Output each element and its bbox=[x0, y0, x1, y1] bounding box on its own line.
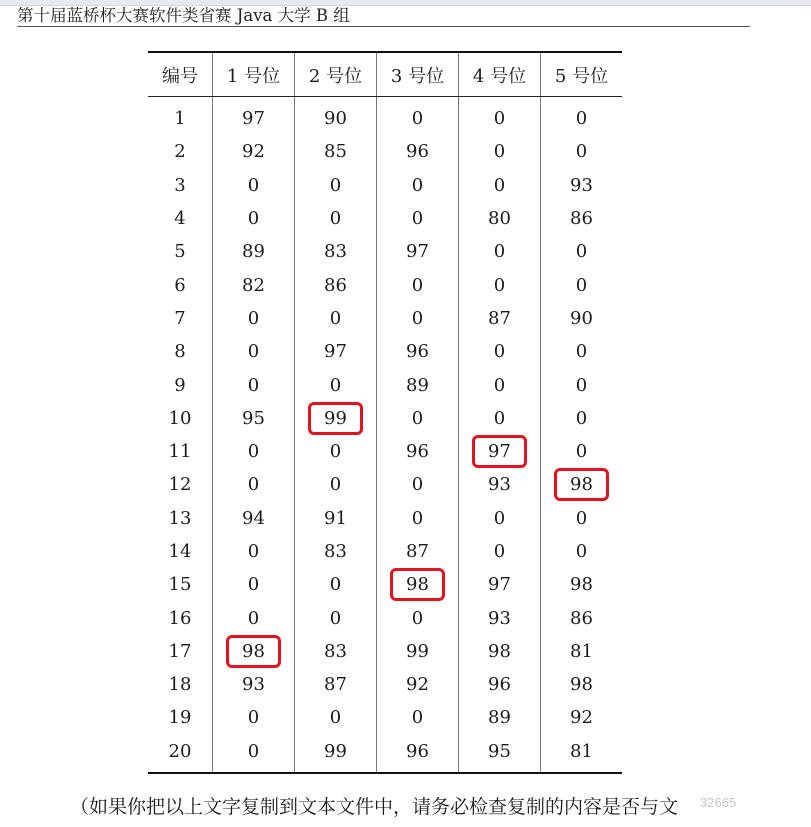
table-cell-position-5: 0 bbox=[541, 402, 623, 435]
table-cell-position-5: 0 bbox=[541, 335, 623, 368]
watermark-text: 32665 bbox=[700, 795, 737, 810]
highlight-box: 98 bbox=[554, 468, 609, 501]
table-cell-position-3: 87 bbox=[377, 535, 459, 568]
table-cell-position-5: 0 bbox=[541, 502, 623, 535]
column-header-position-2: 2 号位 bbox=[295, 52, 377, 97]
table-row bbox=[148, 368, 622, 401]
table-cell-position-4 bbox=[459, 435, 541, 468]
table-cell-id: 12 bbox=[168, 474, 192, 496]
table-cell-position-4: 0 bbox=[459, 97, 541, 136]
table-cell-id: 2 bbox=[174, 141, 186, 163]
table-cell-position-5: 93 bbox=[541, 169, 623, 202]
table-cell-position-5: 81 bbox=[541, 635, 623, 668]
table-cell-position-4: 95 bbox=[459, 735, 541, 773]
table-cell-position-3: 89 bbox=[377, 368, 459, 401]
table-row bbox=[148, 202, 622, 235]
table-cell-id: 13 bbox=[168, 507, 192, 529]
table-cell-position-3: 97 bbox=[377, 235, 459, 268]
table-cell-position-4: 0 bbox=[459, 535, 541, 568]
table-cell-position-2: 0 bbox=[295, 368, 377, 401]
table-cell-position-5: 0 bbox=[541, 235, 623, 268]
table-row bbox=[148, 402, 622, 435]
table-cell-position-2: 85 bbox=[295, 135, 377, 168]
table-cell-position-3: 0 bbox=[377, 402, 459, 435]
table-cell-id: 6 bbox=[174, 274, 186, 296]
table-cell-position-3: 96 bbox=[377, 435, 459, 468]
table-cell-position-3: 0 bbox=[377, 502, 459, 535]
table-cell-position-4: 93 bbox=[459, 468, 541, 501]
table-row bbox=[148, 701, 622, 734]
table-cell-position-2: 87 bbox=[295, 668, 377, 701]
table-cell-position-5: 86 bbox=[541, 202, 623, 235]
table-cell-position-3: 99 bbox=[377, 635, 459, 668]
column-header-position-3: 3 号位 bbox=[377, 52, 459, 97]
table-cell-position-4: 96 bbox=[459, 668, 541, 701]
table-cell-position-4: 98 bbox=[459, 635, 541, 668]
table-cell-position-2: 83 bbox=[295, 635, 377, 668]
table-cell-position-2: 0 bbox=[295, 435, 377, 468]
table-cell-position-4: 0 bbox=[459, 502, 541, 535]
table-cell-id: 19 bbox=[168, 707, 192, 729]
table-cell-id: 5 bbox=[174, 241, 186, 263]
table-cell-position-5: 90 bbox=[541, 302, 623, 335]
table-row bbox=[148, 601, 622, 634]
table-cell-id: 3 bbox=[174, 174, 186, 196]
table-cell-position-1: 0 bbox=[213, 202, 295, 235]
table-cell-position-4: 0 bbox=[459, 402, 541, 435]
table-cell-position-3: 96 bbox=[377, 135, 459, 168]
highlight-box: 98 bbox=[226, 635, 281, 668]
table-cell-position-2: 0 bbox=[295, 302, 377, 335]
table-cell-id: 1 bbox=[174, 108, 186, 130]
table-cell-position-2: 90 bbox=[295, 97, 377, 136]
table-cell-id: 7 bbox=[174, 307, 186, 329]
highlight-box: 98 bbox=[390, 568, 445, 601]
highlight-box: 99 bbox=[308, 402, 363, 435]
table-cell-position-1: 0 bbox=[213, 535, 295, 568]
table-header-row bbox=[148, 52, 622, 97]
table-cell-position-1 bbox=[213, 635, 295, 668]
table-cell-position-1: 0 bbox=[213, 701, 295, 734]
table-row bbox=[148, 635, 622, 668]
table-cell-id: 14 bbox=[168, 541, 192, 562]
header-rule bbox=[17, 26, 750, 27]
table-cell-position-2: 0 bbox=[295, 468, 377, 501]
table-body bbox=[148, 97, 622, 773]
table-row bbox=[148, 335, 622, 368]
table-cell-position-5: 81 bbox=[541, 735, 623, 773]
table-row bbox=[148, 135, 622, 168]
table-row bbox=[148, 468, 622, 501]
table-row bbox=[148, 302, 622, 335]
table-row bbox=[148, 668, 622, 701]
table-cell-position-5: 92 bbox=[541, 701, 623, 734]
table-cell-position-2: 83 bbox=[295, 535, 377, 568]
table-cell-id: 11 bbox=[168, 441, 192, 463]
table-cell-id: 18 bbox=[168, 674, 192, 696]
table-cell-position-1: 0 bbox=[213, 568, 295, 601]
table-row bbox=[148, 97, 622, 136]
table-cell-position-1: 0 bbox=[213, 302, 295, 335]
table-cell-position-5: 98 bbox=[541, 668, 623, 701]
table-cell-position-3: 0 bbox=[377, 701, 459, 734]
table-cell-position-5: 0 bbox=[541, 368, 623, 401]
table-cell-position-3: 0 bbox=[377, 468, 459, 501]
table-cell-position-3: 0 bbox=[377, 302, 459, 335]
table-cell-position-4: 93 bbox=[459, 601, 541, 634]
table-cell-position-3: 96 bbox=[377, 735, 459, 773]
table-cell-id: 15 bbox=[168, 574, 192, 596]
column-header-position-1: 1 号位 bbox=[213, 52, 295, 97]
table-cell-position-1: 82 bbox=[213, 268, 295, 301]
table-cell-position-5: 86 bbox=[541, 601, 623, 634]
table-cell-position-4: 87 bbox=[459, 302, 541, 335]
table-cell-position-5: 0 bbox=[541, 135, 623, 168]
table-row bbox=[148, 435, 622, 468]
table-cell-position-2: 99 bbox=[295, 735, 377, 773]
table-cell-position-4: 0 bbox=[459, 169, 541, 202]
table-cell-id: 10 bbox=[168, 407, 192, 429]
table-cell-position-4: 0 bbox=[459, 335, 541, 368]
table-cell-position-4: 97 bbox=[459, 568, 541, 601]
table-row bbox=[148, 169, 622, 202]
table-cell-position-1: 94 bbox=[213, 502, 295, 535]
table-cell-position-5 bbox=[541, 468, 623, 501]
table-cell-position-1: 0 bbox=[213, 468, 295, 501]
table-row bbox=[148, 235, 622, 268]
table-cell-position-2 bbox=[295, 402, 377, 435]
table-cell-position-3: 92 bbox=[377, 668, 459, 701]
table-cell-position-4: 80 bbox=[459, 202, 541, 235]
table-cell-position-1: 97 bbox=[213, 97, 295, 136]
table-row bbox=[148, 502, 622, 535]
table-cell-position-5: 0 bbox=[541, 535, 623, 568]
table-cell-id: 17 bbox=[168, 640, 192, 662]
table-cell-position-1: 0 bbox=[213, 368, 295, 401]
table-cell-position-2: 0 bbox=[295, 202, 377, 235]
table-cell-position-2: 0 bbox=[295, 568, 377, 601]
table-cell-position-2: 97 bbox=[295, 335, 377, 368]
table-cell-position-3: 96 bbox=[377, 335, 459, 368]
table-row bbox=[148, 535, 622, 568]
table-cell-position-3: 0 bbox=[377, 601, 459, 634]
page-header-title: 第十届蓝桥杯大赛软件类省赛 Java 大学 B 组 bbox=[17, 6, 350, 25]
table-cell-id: 4 bbox=[174, 208, 186, 230]
table-cell-position-3: 0 bbox=[377, 97, 459, 136]
table-cell-position-5: 0 bbox=[541, 268, 623, 301]
column-header-id: 编号 bbox=[148, 52, 213, 97]
table-cell-position-4: 0 bbox=[459, 235, 541, 268]
table-cell-id: 8 bbox=[174, 341, 186, 363]
table-cell-position-4: 0 bbox=[459, 268, 541, 301]
table-cell-position-1: 95 bbox=[213, 402, 295, 435]
highlight-box: 97 bbox=[472, 435, 527, 468]
table-cell-position-3: 0 bbox=[377, 268, 459, 301]
table-cell-position-2: 0 bbox=[295, 701, 377, 734]
table-cell-position-2: 0 bbox=[295, 601, 377, 634]
table-cell-position-3 bbox=[377, 568, 459, 601]
table-cell-position-2: 86 bbox=[295, 268, 377, 301]
table-cell-position-5: 0 bbox=[541, 97, 623, 136]
table-cell-position-1: 89 bbox=[213, 235, 295, 268]
table-cell-position-4: 89 bbox=[459, 701, 541, 734]
score-table bbox=[148, 51, 622, 774]
table-cell-position-3: 0 bbox=[377, 202, 459, 235]
table-cell-id: 9 bbox=[174, 374, 186, 396]
table-cell-position-4: 0 bbox=[459, 135, 541, 168]
column-header-position-5: 5 号位 bbox=[541, 52, 623, 97]
table-row bbox=[148, 568, 622, 601]
table-cell-position-1: 92 bbox=[213, 135, 295, 168]
table-cell-position-2: 91 bbox=[295, 502, 377, 535]
table-cell-position-1: 0 bbox=[213, 735, 295, 773]
table-cell-position-1: 0 bbox=[213, 335, 295, 368]
table-cell-position-2: 83 bbox=[295, 235, 377, 268]
table-cell-id: 20 bbox=[168, 740, 192, 762]
column-header-position-4: 4 号位 bbox=[459, 52, 541, 97]
table-cell-position-3: 0 bbox=[377, 169, 459, 202]
table-cell-position-4: 0 bbox=[459, 368, 541, 401]
footer-note: （如果你把以上文字复制到文本文件中，请务必检查复制的内容是否与文 bbox=[70, 796, 679, 818]
table-cell-position-1: 93 bbox=[213, 668, 295, 701]
table-cell-position-5: 0 bbox=[541, 435, 623, 468]
table-row bbox=[148, 735, 622, 773]
table-cell-position-2: 0 bbox=[295, 169, 377, 202]
table-cell-position-1: 0 bbox=[213, 435, 295, 468]
table-row bbox=[148, 268, 622, 301]
table-cell-position-5: 98 bbox=[541, 568, 623, 601]
table-cell-position-1: 0 bbox=[213, 169, 295, 202]
table-cell-id: 16 bbox=[168, 607, 192, 629]
table-cell-position-1: 0 bbox=[213, 601, 295, 634]
